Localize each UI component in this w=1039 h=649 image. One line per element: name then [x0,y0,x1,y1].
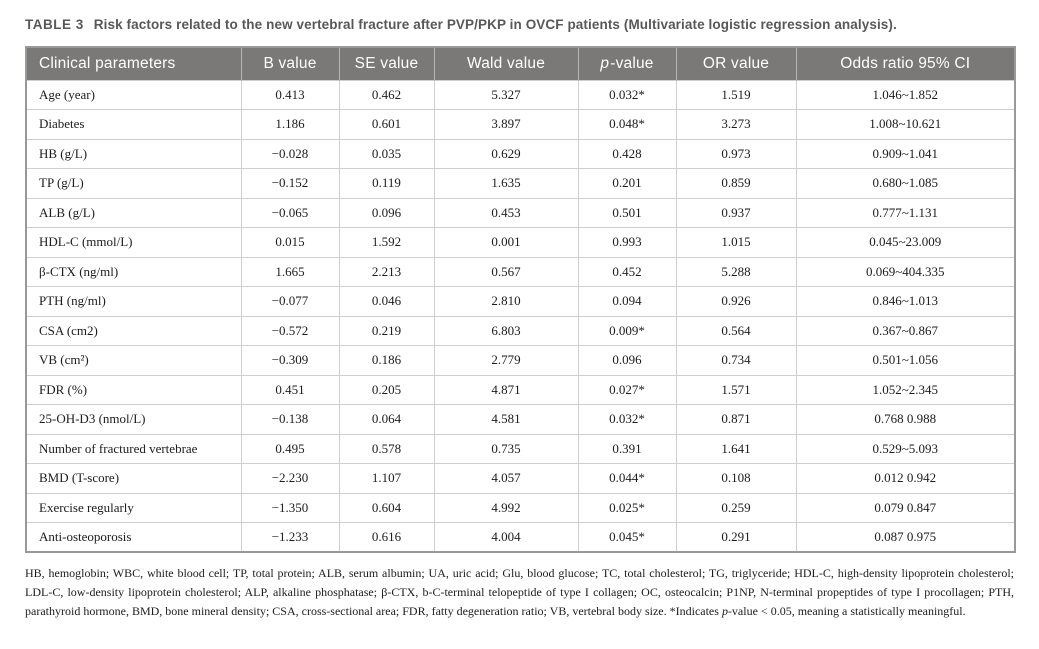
cell-p: 0.044* [578,464,676,494]
cell-or: 0.926 [676,287,796,317]
cell-parameter: Age (year) [26,80,241,110]
cell-wald: 6.803 [434,316,578,346]
cell-b: −0.152 [241,169,339,199]
cell-se: 0.064 [339,405,434,435]
cell-or: 3.273 [676,110,796,140]
cell-b: 1.665 [241,257,339,287]
table-row [26,493,1015,523]
table-caption-text: Risk factors related to the new vertebral fracture after PVP/PKP in OVCF patients (Multivariate logistic regression analysis). [93,17,897,32]
cell-se: 0.205 [339,375,434,405]
table-row [26,257,1015,287]
cell-or: 1.571 [676,375,796,405]
table-row [26,228,1015,258]
cell-ci: 0.768 0.988 [796,405,1015,435]
cell-se: 1.592 [339,228,434,258]
cell-p: 0.096 [578,346,676,376]
cell-b: −2.230 [241,464,339,494]
table-row [26,464,1015,494]
cell-p: 0.428 [578,139,676,169]
cell-wald: 4.004 [434,523,578,553]
cell-parameter: HB (g/L) [26,139,241,169]
cell-p: 0.201 [578,169,676,199]
footnote [25,564,1014,621]
cell-wald: 0.735 [434,434,578,464]
column-header-p: p-value [578,47,676,80]
cell-ci: 0.501~1.056 [796,346,1015,376]
cell-parameter: Number of fractured vertebrae [26,434,241,464]
cell-p: 0.032* [578,80,676,110]
cell-b: −1.233 [241,523,339,553]
cell-p: 0.027* [578,375,676,405]
cell-ci: 0.012 0.942 [796,464,1015,494]
cell-or: 0.108 [676,464,796,494]
column-header-b: B value [241,47,339,80]
cell-or: 0.259 [676,493,796,523]
cell-ci: 0.069~404.335 [796,257,1015,287]
cell-or: 1.641 [676,434,796,464]
cell-se: 0.219 [339,316,434,346]
cell-parameter: Anti-osteoporosis [26,523,241,553]
cell-wald: 4.057 [434,464,578,494]
cell-parameter: BMD (T-score) [26,464,241,494]
cell-parameter: Diabetes [26,110,241,140]
column-header-wald: Wald value [434,47,578,80]
cell-wald: 1.635 [434,169,578,199]
cell-se: 0.578 [339,434,434,464]
risk-factors-table [25,46,1016,553]
footnote-italic-p: p [721,604,728,618]
cell-wald: 5.327 [434,80,578,110]
table-caption-label: TABLE 3 [25,17,84,32]
cell-parameter: β-CTX (ng/ml) [26,257,241,287]
table-caption [25,17,1014,32]
cell-b: 0.015 [241,228,339,258]
cell-wald: 4.992 [434,493,578,523]
cell-b: 0.451 [241,375,339,405]
cell-b: −1.350 [241,493,339,523]
cell-ci: 0.777~1.131 [796,198,1015,228]
cell-se: 1.107 [339,464,434,494]
table-row [26,523,1015,553]
cell-parameter: HDL-C (mmol/L) [26,228,241,258]
cell-ci: 0.529~5.093 [796,434,1015,464]
cell-se: 0.601 [339,110,434,140]
cell-or: 0.937 [676,198,796,228]
table-row [26,434,1015,464]
cell-p: 0.048* [578,110,676,140]
cell-b: 1.186 [241,110,339,140]
cell-wald: 4.581 [434,405,578,435]
cell-or: 0.871 [676,405,796,435]
cell-se: 0.186 [339,346,434,376]
cell-p: 0.993 [578,228,676,258]
cell-b: −0.065 [241,198,339,228]
footnote-text-1: HB, hemoglobin; WBC, white blood cell; TP, total protein; ALB, serum albumin; UA, uric acid; Glu, blood glucose; TC, total cholesterol; TG, triglyceride; HDL-C, high-density lipoprotein cholesterol; LDL-C, low-density lipoprotein cholesterol; ALP, alkaline phosphatase; β-CTX, b-C-terminal telopeptide of type I collagen; OC, osteocalcin; P1NP, N-terminal propeptides of type I procollagen; PTH, parathyroid hormone, BMD, bone mineral density; CSA, cross-sectional area; FDR, fatty degeneration ratio; VB, vertebral body size. *Indicates [25,566,1014,618]
table-row [26,198,1015,228]
cell-parameter: ALB (g/L) [26,198,241,228]
cell-p: 0.045* [578,523,676,553]
cell-se: 2.213 [339,257,434,287]
table-row [26,287,1015,317]
cell-ci: 1.046~1.852 [796,80,1015,110]
cell-wald: 0.453 [434,198,578,228]
table-row [26,346,1015,376]
cell-ci: 0.680~1.085 [796,169,1015,199]
cell-or: 0.973 [676,139,796,169]
cell-ci: 0.045~23.009 [796,228,1015,258]
cell-b: −0.077 [241,287,339,317]
cell-or: 1.519 [676,80,796,110]
cell-se: 0.119 [339,169,434,199]
cell-b: −0.138 [241,405,339,435]
cell-b: 0.413 [241,80,339,110]
cell-parameter: PTH (ng/ml) [26,287,241,317]
cell-p: 0.009* [578,316,676,346]
table-row [26,139,1015,169]
cell-wald: 0.567 [434,257,578,287]
cell-wald: 2.779 [434,346,578,376]
cell-parameter: FDR (%) [26,375,241,405]
table-body [26,80,1015,552]
cell-b: 0.495 [241,434,339,464]
cell-ci: 1.008~10.621 [796,110,1015,140]
cell-se: 0.462 [339,80,434,110]
table-row [26,375,1015,405]
cell-se: 0.096 [339,198,434,228]
cell-or: 5.288 [676,257,796,287]
cell-parameter: CSA (cm2) [26,316,241,346]
cell-parameter: Exercise regularly [26,493,241,523]
cell-ci: 1.052~2.345 [796,375,1015,405]
column-header-se: SE value [339,47,434,80]
cell-wald: 0.629 [434,139,578,169]
cell-parameter: 25-OH-D3 (nmol/L) [26,405,241,435]
cell-p: 0.501 [578,198,676,228]
cell-wald: 2.810 [434,287,578,317]
cell-ci: 0.846~1.013 [796,287,1015,317]
column-header-ci: Odds ratio 95% CI [796,47,1015,80]
table-row [26,405,1015,435]
cell-p: 0.452 [578,257,676,287]
cell-wald: 3.897 [434,110,578,140]
cell-se: 0.035 [339,139,434,169]
cell-or: 0.859 [676,169,796,199]
cell-or: 0.291 [676,523,796,553]
cell-ci: 0.079 0.847 [796,493,1015,523]
cell-parameter: TP (g/L) [26,169,241,199]
cell-se: 0.604 [339,493,434,523]
cell-or: 0.734 [676,346,796,376]
cell-ci: 0.087 0.975 [796,523,1015,553]
cell-p: 0.391 [578,434,676,464]
cell-b: −0.309 [241,346,339,376]
cell-ci: 0.909~1.041 [796,139,1015,169]
cell-wald: 4.871 [434,375,578,405]
table-row [26,316,1015,346]
table-row [26,80,1015,110]
cell-p: 0.032* [578,405,676,435]
cell-wald: 0.001 [434,228,578,258]
cell-ci: 0.367~0.867 [796,316,1015,346]
column-header-or: OR value [676,47,796,80]
cell-b: −0.028 [241,139,339,169]
cell-p: 0.025* [578,493,676,523]
table-head-row [26,47,1015,80]
cell-b: −0.572 [241,316,339,346]
cell-se: 0.046 [339,287,434,317]
cell-or: 1.015 [676,228,796,258]
table-row [26,169,1015,199]
cell-p: 0.094 [578,287,676,317]
column-header-parameter: Clinical parameters [26,47,241,80]
footnote-text-2: -value < 0.05, meaning a statistically meaningful. [727,604,966,618]
cell-parameter: VB (cm²) [26,346,241,376]
cell-or: 0.564 [676,316,796,346]
cell-se: 0.616 [339,523,434,553]
table-row [26,110,1015,140]
